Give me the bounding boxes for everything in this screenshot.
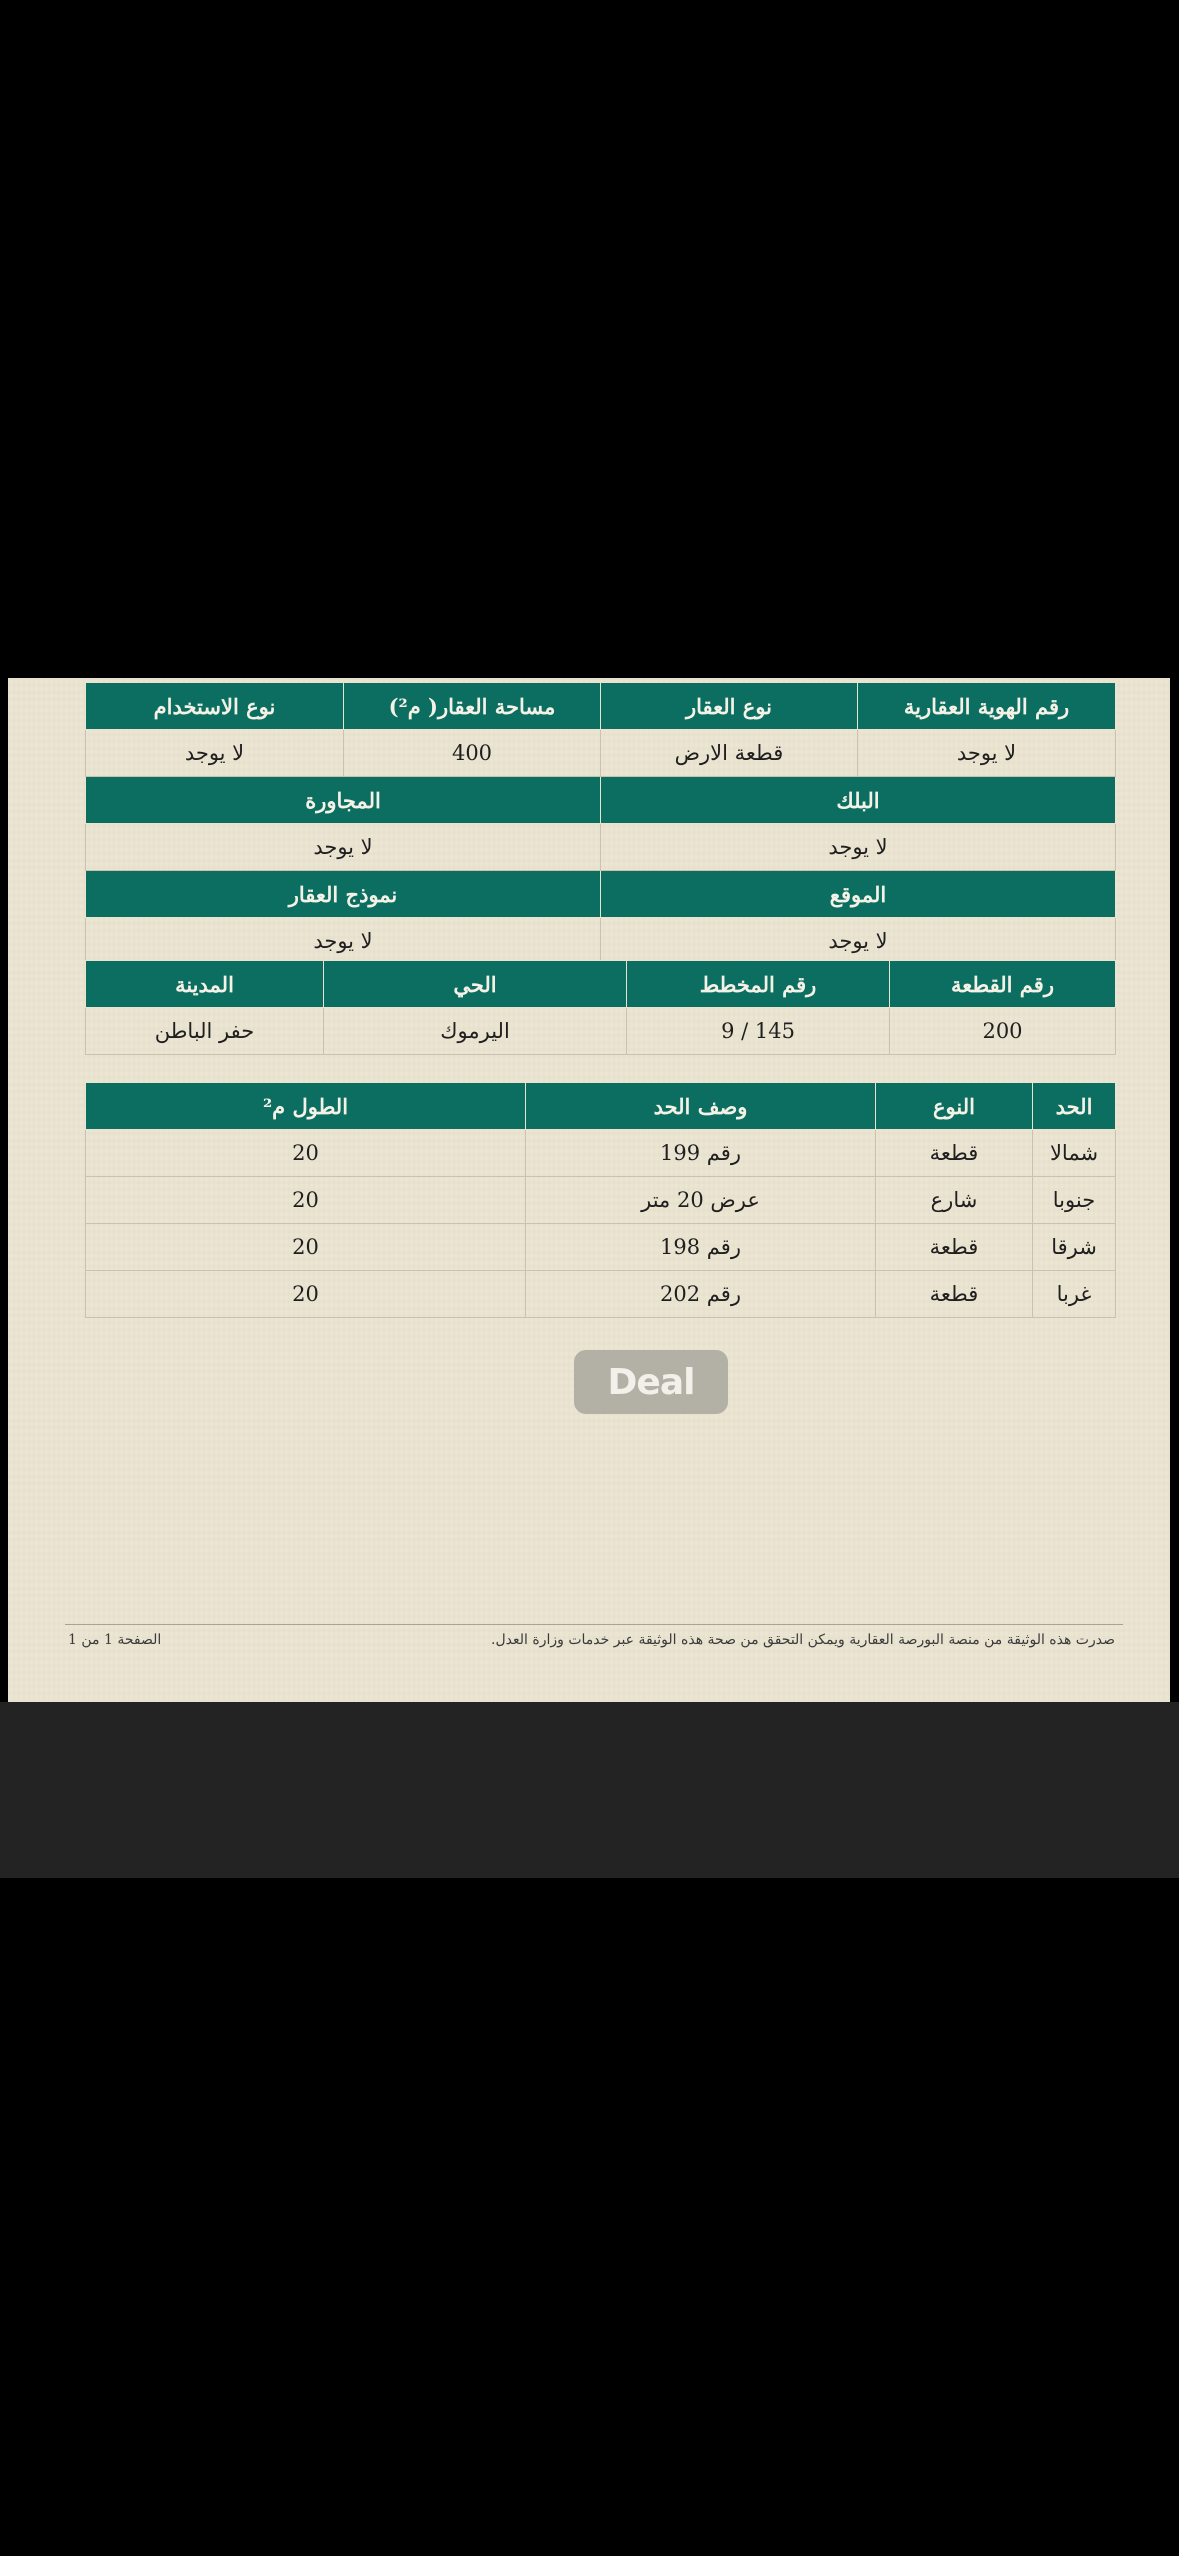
boundary-row xyxy=(86,1130,1116,1177)
neighborhood-unit-header: المجاورة xyxy=(86,777,601,824)
viewer-background-band xyxy=(0,1702,1179,1878)
property-id-header: رقم الهوية العقارية xyxy=(858,683,1116,730)
boundary-side: غربا xyxy=(1033,1271,1116,1318)
usage-type-header: نوع الاستخدام xyxy=(86,683,344,730)
property-info-table xyxy=(85,682,1116,965)
boundary-side-header: الحد xyxy=(1033,1083,1116,1130)
footer-verification-note: صدرت هذه الوثيقة من منصة البورصة العقارية ويمكن التحقق من صحة هذه الوثيقة عبر خدمات وزارة العدل. xyxy=(491,1632,1115,1648)
property-info-value-row-1 xyxy=(86,730,1116,777)
boundary-type: قطعة xyxy=(876,1224,1033,1271)
city-header: المدينة xyxy=(86,961,324,1008)
boundaries-table xyxy=(85,1082,1116,1318)
boundaries-header-row xyxy=(86,1083,1116,1130)
property-model-value: لا يوجد xyxy=(86,918,601,965)
property-area-value: 400 xyxy=(344,730,601,777)
boundary-type: قطعة xyxy=(876,1130,1033,1177)
property-info-header-row-3 xyxy=(86,871,1116,918)
boundary-length: 20 xyxy=(86,1224,526,1271)
boundary-description: رقم 198 xyxy=(526,1224,876,1271)
location-value: لا يوجد xyxy=(601,918,1116,965)
boundary-length-header: الطول م² xyxy=(86,1083,526,1130)
district-header: الحي xyxy=(324,961,627,1008)
property-model-header: نموذج العقار xyxy=(86,871,601,918)
boundary-description: عرض 20 متر xyxy=(526,1177,876,1224)
boundary-side: جنوبا xyxy=(1033,1177,1116,1224)
plot-info-value-row xyxy=(86,1008,1116,1055)
boundary-length: 20 xyxy=(86,1271,526,1318)
footer-divider xyxy=(65,1624,1123,1625)
block-header: البلك xyxy=(601,777,1116,824)
property-info-header-row-1 xyxy=(86,683,1116,730)
boundary-side: شمالا xyxy=(1033,1130,1116,1177)
city-value: حفر الباطن xyxy=(86,1008,324,1055)
boundary-side: شرقا xyxy=(1033,1224,1116,1271)
deal-watermark-logo xyxy=(574,1350,728,1414)
boundary-row xyxy=(86,1177,1116,1224)
property-area-header: مساحة العقار( م²) xyxy=(344,683,601,730)
boundary-row xyxy=(86,1271,1116,1318)
district-value: اليرموك xyxy=(324,1008,627,1055)
plot-number-value: 200 xyxy=(890,1008,1116,1055)
plot-number-header: رقم القطعة xyxy=(890,961,1116,1008)
property-info-header-row-2 xyxy=(86,777,1116,824)
boundary-description: رقم 202 xyxy=(526,1271,876,1318)
boundary-type-header: النوع xyxy=(876,1083,1033,1130)
neighborhood-unit-value: لا يوجد xyxy=(86,824,601,871)
property-type-header: نوع العقار xyxy=(601,683,858,730)
property-id-value: لا يوجد xyxy=(858,730,1116,777)
plot-info-header-row xyxy=(86,961,1116,1008)
footer-page-number: الصفحة 1 من 1 xyxy=(68,1632,162,1648)
property-info-value-row-2 xyxy=(86,824,1116,871)
boundary-description-header: وصف الحد xyxy=(526,1083,876,1130)
deal-logo-text: Deal xyxy=(607,1361,695,1403)
boundary-length: 20 xyxy=(86,1130,526,1177)
boundary-length: 20 xyxy=(86,1177,526,1224)
block-value: لا يوجد xyxy=(601,824,1116,871)
plot-info-table xyxy=(85,960,1116,1055)
property-type-value: قطعة الارض xyxy=(601,730,858,777)
boundary-type: قطعة xyxy=(876,1271,1033,1318)
plan-number-header: رقم المخطط xyxy=(627,961,890,1008)
property-info-value-row-3 xyxy=(86,918,1116,965)
deed-document-page xyxy=(8,678,1170,1702)
boundary-description: رقم 199 xyxy=(526,1130,876,1177)
boundary-type: شارع xyxy=(876,1177,1033,1224)
plan-number-value: 9 / 145 xyxy=(627,1008,890,1055)
usage-type-value: لا يوجد xyxy=(86,730,344,777)
boundary-row xyxy=(86,1224,1116,1271)
location-header: الموقع xyxy=(601,871,1116,918)
